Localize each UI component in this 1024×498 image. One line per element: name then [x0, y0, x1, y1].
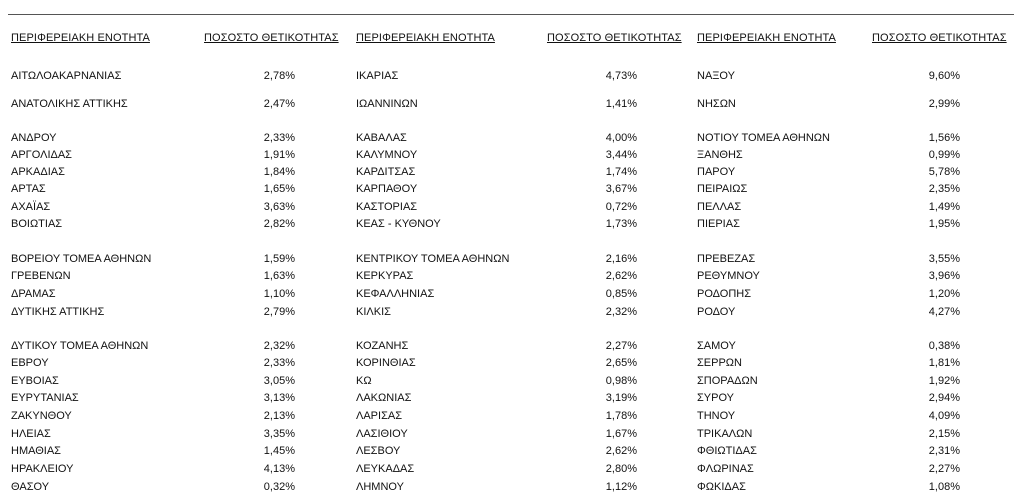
- positivity-rate: 3,44%: [605, 149, 637, 161]
- positivity-rate: 1,63%: [263, 270, 295, 282]
- positivity-rate: 1,92%: [928, 375, 960, 387]
- region-name: ΡΟΔΟΥ: [697, 306, 736, 318]
- header-rate-1: ΠΟΣΟΣΤΟ ΘΕΤΙΚΟΤΗΤΑΣ: [204, 32, 339, 44]
- positivity-rate: 1,78%: [605, 410, 637, 422]
- positivity-rate: 1,59%: [263, 253, 295, 265]
- region-name: ΗΜΑΘΙΑΣ: [11, 445, 61, 457]
- positivity-rate: 1,08%: [928, 481, 960, 493]
- positivity-rate: 4,13%: [263, 463, 295, 475]
- positivity-rate: 2,32%: [263, 340, 295, 352]
- region-name: ΒΟΙΩΤΙΑΣ: [11, 218, 63, 230]
- positivity-rate: 3,96%: [928, 270, 960, 282]
- region-name: ΦΩΚΙΔΑΣ: [697, 481, 746, 493]
- region-name: ΚΟΡΙΝΘΙΑΣ: [356, 357, 416, 369]
- region-name: ΑΧΑΪΑΣ: [11, 201, 51, 213]
- region-name: ΓΡΕΒΕΝΩΝ: [11, 270, 71, 282]
- region-name: ΚΕΦΑΛΛΗΝΙΑΣ: [356, 288, 435, 300]
- region-name: ΚΑΡΔΙΤΣΑΣ: [356, 166, 416, 178]
- positivity-rate: 1,84%: [263, 166, 295, 178]
- positivity-rate: 2,13%: [263, 410, 295, 422]
- positivity-rate: 2,78%: [263, 70, 295, 82]
- positivity-rate: 0,38%: [928, 340, 960, 352]
- positivity-rate: 3,67%: [605, 183, 637, 195]
- positivity-rate: 0,72%: [605, 201, 637, 213]
- region-name: ΝΑΞΟΥ: [697, 70, 735, 82]
- positivity-rate: 2,65%: [605, 357, 637, 369]
- region-name: ΚΑΒΑΛΑΣ: [356, 132, 407, 144]
- region-name: ΘΑΣΟΥ: [11, 481, 50, 493]
- positivity-rate: 2,16%: [605, 253, 637, 265]
- region-name: ΛΗΜΝΟΥ: [356, 481, 404, 493]
- region-name: ΚΕΡΚΥΡΑΣ: [356, 270, 414, 282]
- positivity-rate: 2,82%: [263, 218, 295, 230]
- region-name: ΚΑΡΠΑΘΟΥ: [356, 183, 418, 195]
- region-name: ΙΩΑΝΝΙΝΩΝ: [356, 98, 418, 110]
- positivity-rate: 1,73%: [605, 218, 637, 230]
- region-name: ΣΠΟΡΑΔΩΝ: [697, 375, 758, 387]
- region-name: ΡΕΘΥΜΝΟΥ: [697, 270, 760, 282]
- positivity-rate: 3,05%: [263, 375, 295, 387]
- positivity-rate: 2,99%: [928, 98, 960, 110]
- positivity-rate: 3,13%: [263, 392, 295, 404]
- positivity-rate: 1,81%: [928, 357, 960, 369]
- header-region-1: ΠΕΡΙΦΕΡΕΙΑΚΗ ΕΝΟΤΗΤΑ: [11, 32, 150, 44]
- region-name: ΠΑΡΟΥ: [697, 166, 736, 178]
- positivity-rate: 1,41%: [605, 98, 637, 110]
- positivity-rate: 4,00%: [605, 132, 637, 144]
- region-name: ΝΗΣΩΝ: [697, 98, 736, 110]
- region-name: ΛΑΣΙΘΙΟΥ: [356, 428, 408, 440]
- region-name: ΞΑΝΘΗΣ: [697, 149, 743, 161]
- positivity-rate: 0,32%: [263, 481, 295, 493]
- positivity-rate: 1,95%: [928, 218, 960, 230]
- positivity-rate: 1,91%: [263, 149, 295, 161]
- region-name: ΛΕΥΚΑΔΑΣ: [356, 463, 415, 475]
- region-name: ΠΕΙΡΑΙΩΣ: [697, 183, 748, 195]
- region-name: ΚΟΖΑΝΗΣ: [356, 340, 409, 352]
- region-name: ΒΟΡΕΙΟΥ ΤΟΜΕΑ ΑΘΗΝΩΝ: [11, 253, 152, 265]
- positivity-rate: 1,65%: [263, 183, 295, 195]
- positivity-rate: 5,78%: [928, 166, 960, 178]
- region-name: ΤΡΙΚΑΛΩΝ: [697, 428, 753, 440]
- positivity-rate: 2,15%: [928, 428, 960, 440]
- region-name: ΖΑΚΥΝΘΟΥ: [11, 410, 72, 422]
- positivity-rate: 2,35%: [928, 183, 960, 195]
- positivity-rate: 2,94%: [928, 392, 960, 404]
- positivity-rate: 2,47%: [263, 98, 295, 110]
- positivity-rate: 2,31%: [928, 445, 960, 457]
- positivity-rate: 4,09%: [928, 410, 960, 422]
- region-name: ΚΑΛΥΜΝΟΥ: [356, 149, 418, 161]
- region-name: ΕΒΡΟΥ: [11, 357, 49, 369]
- positivity-rate: 3,35%: [263, 428, 295, 440]
- positivity-rate: 2,80%: [605, 463, 637, 475]
- region-name: ΕΥΡΥΤΑΝΙΑΣ: [11, 392, 79, 404]
- positivity-rate: 1,56%: [928, 132, 960, 144]
- region-name: ΑΙΤΩΛΟΑΚΑΡΝΑΝΙΑΣ: [11, 70, 122, 82]
- region-name: ΝΟΤΙΟΥ ΤΟΜΕΑ ΑΘΗΝΩΝ: [697, 132, 830, 144]
- positivity-rate: 2,32%: [605, 306, 637, 318]
- region-name: ΣΕΡΡΩΝ: [697, 357, 742, 369]
- positivity-rate: 0,98%: [605, 375, 637, 387]
- positivity-rate: 3,63%: [263, 201, 295, 213]
- region-name: ΗΡΑΚΛΕΙΟΥ: [11, 463, 74, 475]
- positivity-rate: 2,27%: [605, 340, 637, 352]
- positivity-rate: 1,74%: [605, 166, 637, 178]
- region-name: ΠΡΕΒΕΖΑΣ: [697, 253, 756, 265]
- region-name: ΡΟΔΟΠΗΣ: [697, 288, 752, 300]
- positivity-rate: 4,73%: [605, 70, 637, 82]
- region-name: ΣΥΡΟΥ: [697, 392, 735, 404]
- header-rate-2: ΠΟΣΟΣΤΟ ΘΕΤΙΚΟΤΗΤΑΣ: [547, 32, 682, 44]
- positivity-rate: 2,62%: [605, 445, 637, 457]
- positivity-rate: 2,79%: [263, 306, 295, 318]
- region-name: ΗΛΕΙΑΣ: [11, 428, 51, 440]
- region-name: ΚΙΛΚΙΣ: [356, 306, 391, 318]
- region-name: ΔΥΤΙΚΟΥ ΤΟΜΕΑ ΑΘΗΝΩΝ: [11, 340, 149, 352]
- positivity-rate: 4,27%: [928, 306, 960, 318]
- region-name: ΦΛΩΡΙΝΑΣ: [697, 463, 754, 475]
- positivity-rate: 3,19%: [605, 392, 637, 404]
- region-name: ΛΑΚΩΝΙΑΣ: [356, 392, 412, 404]
- positivity-rate: 1,10%: [263, 288, 295, 300]
- positivity-rate: 2,27%: [928, 463, 960, 475]
- header-region-3: ΠΕΡΙΦΕΡΕΙΑΚΗ ΕΝΟΤΗΤΑ: [697, 32, 836, 44]
- region-name: ΑΡΚΑΔΙΑΣ: [11, 166, 65, 178]
- region-name: ΛΕΣΒΟΥ: [356, 445, 401, 457]
- positivity-rate: 2,33%: [263, 357, 295, 369]
- region-name: ΚΑΣΤΟΡΙΑΣ: [356, 201, 418, 213]
- region-name: ΛΑΡΙΣΑΣ: [356, 410, 403, 422]
- region-name: ΚΩ: [356, 375, 372, 387]
- region-name: ΠΕΛΛΑΣ: [697, 201, 742, 213]
- positivity-rate: 1,49%: [928, 201, 960, 213]
- region-name: ΔΡΑΜΑΣ: [11, 288, 56, 300]
- positivity-rate: 1,12%: [605, 481, 637, 493]
- region-name: ΑΝΔΡΟΥ: [11, 132, 57, 144]
- positivity-rate: 9,60%: [928, 70, 960, 82]
- positivity-rate: 1,20%: [928, 288, 960, 300]
- region-name: ΦΘΙΩΤΙΔΑΣ: [697, 445, 757, 457]
- header-region-2: ΠΕΡΙΦΕΡΕΙΑΚΗ ΕΝΟΤΗΤΑ: [356, 32, 495, 44]
- positivity-rate: 1,45%: [263, 445, 295, 457]
- header-rate-3: ΠΟΣΟΣΤΟ ΘΕΤΙΚΟΤΗΤΑΣ: [872, 32, 1007, 44]
- region-name: ΣΑΜΟΥ: [697, 340, 736, 352]
- top-rule: [8, 14, 1014, 15]
- region-name: ΚΕΝΤΡΙΚΟΥ ΤΟΜΕΑ ΑΘΗΝΩΝ: [356, 253, 510, 265]
- region-name: ΑΝΑΤΟΛΙΚΗΣ ΑΤΤΙΚΗΣ: [11, 98, 128, 110]
- region-name: ΚΕΑΣ - ΚΥΘΝΟΥ: [356, 218, 441, 230]
- positivity-rate: 2,62%: [605, 270, 637, 282]
- positivity-rate: 0,85%: [605, 288, 637, 300]
- region-name: ΕΥΒΟΙΑΣ: [11, 375, 59, 387]
- positivity-rate: 3,55%: [928, 253, 960, 265]
- positivity-rate: 0,99%: [928, 149, 960, 161]
- positivity-rate: 1,67%: [605, 428, 637, 440]
- region-name: ΠΙΕΡΙΑΣ: [697, 218, 740, 230]
- region-name: ΙΚΑΡΙΑΣ: [356, 70, 399, 82]
- region-name: ΑΡΓΟΛΙΔΑΣ: [11, 149, 72, 161]
- region-name: ΤΗΝΟΥ: [697, 410, 736, 422]
- region-name: ΔΥΤΙΚΗΣ ΑΤΤΙΚΗΣ: [11, 306, 105, 318]
- region-name: ΑΡΤΑΣ: [11, 183, 46, 195]
- positivity-rate: 2,33%: [263, 132, 295, 144]
